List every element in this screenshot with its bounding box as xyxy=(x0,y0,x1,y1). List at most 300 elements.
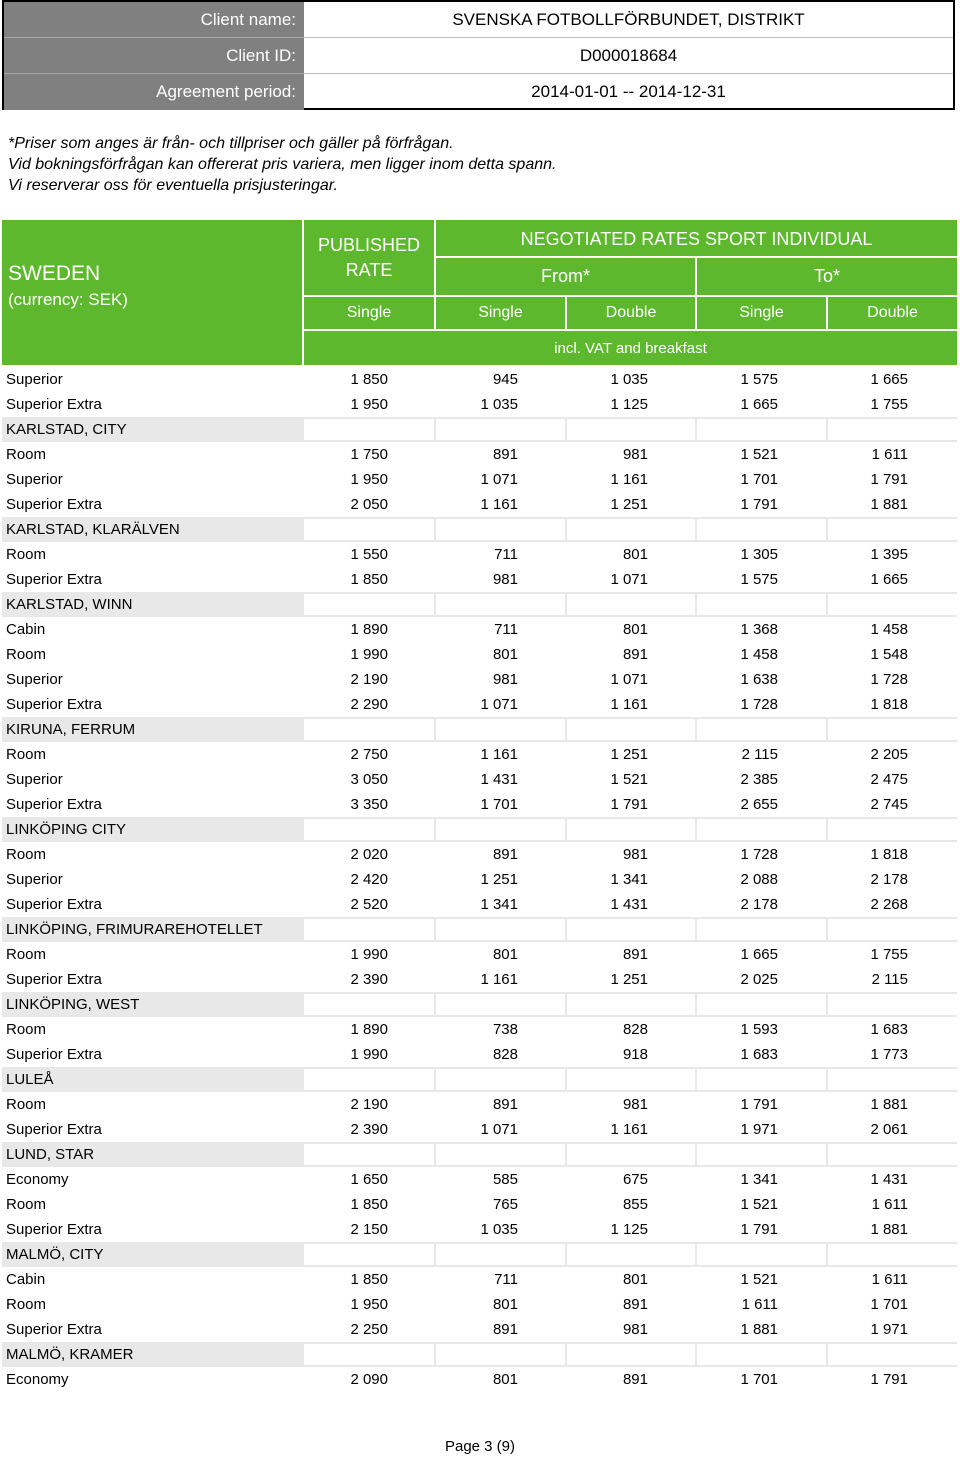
hotel-row-cell xyxy=(304,1144,434,1165)
rate-line: RATE xyxy=(345,259,393,280)
from-header: From* xyxy=(541,266,590,286)
rate-cell: 891 xyxy=(622,1296,648,1313)
hotel-row-cell xyxy=(567,1069,695,1090)
hotel-row-cell xyxy=(828,994,957,1015)
rate-cell: 801 xyxy=(492,946,518,963)
rate-cell: 1 850 xyxy=(350,371,388,388)
rate-cell: 2 390 xyxy=(350,971,388,988)
room-type: Economy xyxy=(6,1171,69,1188)
rate-cell: 2 050 xyxy=(350,496,388,513)
hotel-name: LINKÖPING, WEST xyxy=(6,996,140,1013)
hotel-row-cell xyxy=(436,919,565,940)
rate-cell: 1 890 xyxy=(350,621,388,638)
rate-cell: 2 390 xyxy=(350,1121,388,1138)
hotel-row-cell xyxy=(828,419,957,440)
published-rate-header xyxy=(304,220,434,295)
hotel-row-cell xyxy=(697,1244,826,1265)
hotel-row xyxy=(2,917,957,942)
rate-cell: 1 125 xyxy=(610,396,648,413)
hotel-row-cell xyxy=(304,819,434,840)
rate-cell: 1 035 xyxy=(610,371,648,388)
rate-cell: 1 431 xyxy=(480,771,518,788)
rate-cell: 1 611 xyxy=(871,1271,908,1288)
rate-cell: 1 881 xyxy=(870,496,908,513)
room-type: Superior xyxy=(6,771,63,788)
hotel-row-cell xyxy=(567,1144,695,1165)
agreement-period-label: Agreement period: xyxy=(4,74,304,110)
hotel-row-cell xyxy=(828,919,957,940)
table-row xyxy=(2,642,957,667)
rate-cell: 1 161 xyxy=(610,1121,648,1138)
room-type: Superior xyxy=(6,671,63,688)
col-to-single: Single xyxy=(739,304,784,321)
rate-cell: 1 161 xyxy=(610,696,648,713)
hotel-row-cell xyxy=(828,719,957,740)
rate-cell: 2 115 xyxy=(871,971,908,988)
client-info-box xyxy=(2,0,955,110)
table-row xyxy=(2,767,957,792)
rate-cell: 1 521 xyxy=(740,1196,778,1213)
divider xyxy=(565,295,567,331)
hotel-row-cell xyxy=(697,519,826,540)
rate-cell: 1 950 xyxy=(350,1296,388,1313)
hotel-row-cell xyxy=(567,519,695,540)
hotel-row-cell xyxy=(697,719,826,740)
rate-cell: 2 115 xyxy=(741,746,778,763)
rate-cell: 2 178 xyxy=(870,871,908,888)
room-type: Superior Extra xyxy=(6,396,102,413)
rate-cell: 801 xyxy=(492,646,518,663)
rate-cell: 1 071 xyxy=(480,1121,518,1138)
rate-cell: 2 520 xyxy=(350,896,388,913)
hotel-row-cell xyxy=(697,919,826,940)
rate-cell: 2 475 xyxy=(870,771,908,788)
rate-cell: 1 755 xyxy=(870,396,908,413)
hotel-row-cell xyxy=(697,419,826,440)
rate-cell: 2 150 xyxy=(350,1221,388,1238)
rate-cell: 738 xyxy=(492,1021,518,1038)
room-type: Superior Extra xyxy=(6,1046,102,1063)
hotel-row-cell xyxy=(304,919,434,940)
rate-cell: 1 750 xyxy=(350,446,388,463)
rate-cell: 981 xyxy=(492,671,518,688)
room-type: Superior Extra xyxy=(6,1321,102,1338)
hotel-row-cell xyxy=(828,1144,957,1165)
rate-cell: 1 650 xyxy=(350,1171,388,1188)
rate-cell: 1 395 xyxy=(870,546,908,563)
rate-cell: 828 xyxy=(622,1021,648,1038)
rate-cell: 1 161 xyxy=(480,496,518,513)
table-row xyxy=(2,1192,957,1217)
rate-cell: 1 161 xyxy=(610,471,648,488)
room-type: Superior xyxy=(6,871,63,888)
room-type: Room xyxy=(6,1296,47,1313)
client-id-label: Client ID: xyxy=(4,38,304,74)
table-row xyxy=(2,392,957,417)
hotel-row xyxy=(2,992,957,1017)
rate-cell: 1 431 xyxy=(610,896,648,913)
hotel-name: LINKÖPING, FRIMURAREHOTELLET xyxy=(6,921,263,938)
country-header xyxy=(2,220,302,365)
rate-cell: 1 881 xyxy=(870,1221,908,1238)
table-row xyxy=(2,542,957,567)
room-type: Superior Extra xyxy=(6,1121,102,1138)
hotel-name: MALMÖ, CITY xyxy=(6,1246,104,1263)
hotel-name: KIRUNA, FERRUM xyxy=(6,721,136,738)
rate-cell: 1 890 xyxy=(350,1021,388,1038)
rate-cell: 1 701 xyxy=(870,1296,908,1313)
col-from-single: Single xyxy=(478,304,523,321)
hotel-row-cell xyxy=(304,1244,434,1265)
rate-cell: 891 xyxy=(492,846,518,863)
rate-cell: 1 593 xyxy=(740,1021,778,1038)
hotel-row xyxy=(2,517,957,542)
rate-cell: 1 251 xyxy=(610,496,648,513)
hotel-row-cell xyxy=(567,819,695,840)
table-row xyxy=(2,1317,957,1342)
rate-cell: 2 020 xyxy=(350,846,388,863)
client-name-label: Client name: xyxy=(4,2,304,38)
rate-cell: 1 431 xyxy=(870,1171,908,1188)
table-row xyxy=(2,1267,957,1292)
room-type: Room xyxy=(6,946,47,963)
rate-cell: 981 xyxy=(622,846,648,863)
rate-cell: 981 xyxy=(622,446,648,463)
rate-cell: 891 xyxy=(622,1371,648,1388)
rate-cell: 2 268 xyxy=(870,896,908,913)
divider xyxy=(826,295,828,331)
rate-cell: 1 550 xyxy=(350,546,388,563)
room-type: Superior Extra xyxy=(6,896,102,913)
room-type: Superior Extra xyxy=(6,971,102,988)
col-published-single: Single xyxy=(346,304,392,321)
rate-cell: 801 xyxy=(622,546,648,563)
table-row xyxy=(2,1292,957,1317)
published-line: PUBLISHED xyxy=(317,234,421,255)
hotel-row-cell xyxy=(436,519,565,540)
room-type: Economy xyxy=(6,1371,69,1388)
rate-cell: 1 990 xyxy=(350,1046,388,1063)
rate-cell: 1 773 xyxy=(870,1046,908,1063)
table-row xyxy=(2,567,957,592)
rate-cell: 2 290 xyxy=(350,696,388,713)
table-row xyxy=(2,1367,957,1392)
rate-cell: 981 xyxy=(622,1096,648,1113)
rate-cell: 981 xyxy=(492,571,518,588)
rate-cell: 1 305 xyxy=(740,546,778,563)
rate-cell: 1 341 xyxy=(480,896,518,913)
agreement-period-value: 2014-01-01 -- 2014-12-31 xyxy=(531,82,726,101)
hotel-row-cell xyxy=(304,1344,434,1365)
hotel-row-cell xyxy=(697,994,826,1015)
hotel-row-cell xyxy=(304,1069,434,1090)
rate-cell: 3 350 xyxy=(350,796,388,813)
rate-cell: 1 971 xyxy=(870,1321,908,1338)
hotel-row-cell xyxy=(304,594,434,615)
hotel-row-cell xyxy=(567,1344,695,1365)
rate-cell: 2 061 xyxy=(870,1121,908,1138)
hotel-row-cell xyxy=(304,719,434,740)
rate-cell: 1 521 xyxy=(740,1271,778,1288)
rate-cell: 1 161 xyxy=(480,746,518,763)
rate-cell: 1 881 xyxy=(740,1321,778,1338)
rate-cell: 2 025 xyxy=(740,971,778,988)
hotel-row-cell xyxy=(567,419,695,440)
hotel-row-cell xyxy=(828,1069,957,1090)
rate-cell: 1 791 xyxy=(610,796,648,813)
hotel-row-cell xyxy=(436,594,565,615)
col-from-double: Double xyxy=(605,304,657,321)
rate-cell: 1 850 xyxy=(350,571,388,588)
hotel-name: MALMÖ, KRAMER xyxy=(6,1346,134,1363)
rate-cell: 1 161 xyxy=(480,971,518,988)
rate-cell: 1 701 xyxy=(480,796,518,813)
table-row xyxy=(2,1042,957,1067)
hotel-name: KARLSTAD, KLARÄLVEN xyxy=(6,521,180,538)
table-row xyxy=(2,1217,957,1242)
table-row xyxy=(2,442,957,467)
rate-cell: 2 178 xyxy=(740,896,778,913)
table-row xyxy=(2,1117,957,1142)
rate-cell: 1 341 xyxy=(610,871,648,888)
rate-cell: 1 458 xyxy=(870,621,908,638)
rate-cell: 675 xyxy=(622,1171,648,1188)
rate-table-header xyxy=(2,220,957,365)
note-line: Vi reserverar oss för eventuella prisjusteringar. xyxy=(8,177,338,194)
divider xyxy=(302,220,304,365)
hotel-row-cell xyxy=(828,1344,957,1365)
table-row xyxy=(2,892,957,917)
client-id-value: D000018684 xyxy=(304,38,953,74)
rate-cell: 1 341 xyxy=(740,1171,778,1188)
room-type: Room xyxy=(6,1096,47,1113)
table-row xyxy=(2,367,957,392)
hotel-row-cell xyxy=(697,594,826,615)
hotel-row-cell xyxy=(304,419,434,440)
room-type: Room xyxy=(6,1021,47,1038)
rate-cell: 1 881 xyxy=(870,1096,908,1113)
rate-cell: 1 818 xyxy=(870,846,908,863)
table-row xyxy=(2,467,957,492)
rate-cell: 1 701 xyxy=(740,1371,778,1388)
room-type: Room xyxy=(6,846,47,863)
rate-cell: 1 683 xyxy=(870,1021,908,1038)
rate-cell: 1 611 xyxy=(871,446,908,463)
rate-cell: 1 950 xyxy=(350,471,388,488)
rate-cell: 1 665 xyxy=(740,396,778,413)
rate-cell: 1 251 xyxy=(610,971,648,988)
room-type: Room xyxy=(6,446,47,463)
rate-cell: 2 655 xyxy=(740,796,778,813)
country-name: SWEDEN xyxy=(8,261,101,285)
table-row xyxy=(2,1092,957,1117)
rate-cell: 2 750 xyxy=(350,746,388,763)
hotel-row xyxy=(2,1342,957,1367)
table-row xyxy=(2,492,957,517)
hotel-row-cell xyxy=(697,1344,826,1365)
hotel-row xyxy=(2,817,957,842)
rate-cell: 1 818 xyxy=(870,696,908,713)
client-name-value: SVENSKA FOTBOLLFÖRBUNDET, DISTRIKT xyxy=(304,2,953,38)
rate-cell: 1 611 xyxy=(741,1296,778,1313)
rate-cell: 1 575 xyxy=(740,571,778,588)
table-row xyxy=(2,1167,957,1192)
rate-cell: 891 xyxy=(492,1321,518,1338)
room-type: Room xyxy=(6,1196,47,1213)
rate-cell: 1 458 xyxy=(740,646,778,663)
table-row xyxy=(2,742,957,767)
rate-cell: 2 090 xyxy=(350,1371,388,1388)
hotel-name: LUND, STAR xyxy=(6,1146,95,1163)
client-name-row xyxy=(4,2,953,38)
negotiated-rates-header: NEGOTIATED RATES SPORT INDIVIDUAL xyxy=(520,228,873,249)
room-type: Room xyxy=(6,746,47,763)
rate-cell: 1 755 xyxy=(870,946,908,963)
rate-cell: 711 xyxy=(494,621,518,638)
rate-cell: 981 xyxy=(622,1321,648,1338)
rate-cell: 1 575 xyxy=(740,371,778,388)
rate-cell: 1 521 xyxy=(610,771,648,788)
rate-cell: 1 251 xyxy=(480,871,518,888)
hotel-row-cell xyxy=(567,719,695,740)
rate-cell: 918 xyxy=(622,1046,648,1063)
room-type: Superior Extra xyxy=(6,1221,102,1238)
rate-cell: 1 665 xyxy=(870,371,908,388)
rate-cell: 1 791 xyxy=(740,496,778,513)
rate-cell: 1 791 xyxy=(870,471,908,488)
price-notes xyxy=(8,133,948,196)
hotel-row-cell xyxy=(436,819,565,840)
rate-cell: 1 035 xyxy=(480,396,518,413)
divider xyxy=(304,329,957,331)
hotel-name: LULEÅ xyxy=(6,1071,54,1088)
rate-cell: 1 071 xyxy=(480,696,518,713)
rate-cell: 891 xyxy=(492,446,518,463)
hotel-row xyxy=(2,717,957,742)
table-row xyxy=(2,667,957,692)
rate-cell: 2 385 xyxy=(740,771,778,788)
rate-cell: 945 xyxy=(492,371,518,388)
rate-cell: 801 xyxy=(492,1371,518,1388)
rate-cell: 1 701 xyxy=(740,471,778,488)
rate-cell: 2 250 xyxy=(350,1321,388,1338)
rate-cell: 1 791 xyxy=(870,1371,908,1388)
hotel-row-cell xyxy=(697,1069,826,1090)
rate-cell: 711 xyxy=(494,1271,518,1288)
col-to-double: Double xyxy=(867,304,918,321)
rate-cell: 1 990 xyxy=(350,946,388,963)
currency-label: (currency: SEK) xyxy=(8,289,128,309)
hotel-row-cell xyxy=(436,1069,565,1090)
rate-cell: 2 190 xyxy=(350,671,388,688)
rate-cell: 1 728 xyxy=(870,671,908,688)
rate-cell: 2 420 xyxy=(350,871,388,888)
hotel-row-cell xyxy=(567,994,695,1015)
table-row xyxy=(2,1017,957,1042)
hotel-row-cell xyxy=(567,1244,695,1265)
rate-cell: 765 xyxy=(492,1196,518,1213)
rate-cell: 891 xyxy=(622,946,648,963)
hotel-row xyxy=(2,592,957,617)
room-type: Superior Extra xyxy=(6,696,102,713)
note-line: *Priser som anges är från- och tillpriser och gäller på förfrågan. xyxy=(8,135,454,152)
hotel-row xyxy=(2,417,957,442)
hotel-row-cell xyxy=(567,594,695,615)
hotel-row-cell xyxy=(828,819,957,840)
to-header: To* xyxy=(813,266,840,286)
room-type: Room xyxy=(6,546,47,563)
rate-cell: 828 xyxy=(492,1046,518,1063)
room-type: Superior xyxy=(6,371,63,388)
room-type: Superior xyxy=(6,471,63,488)
hotel-row-cell xyxy=(436,1344,565,1365)
hotel-row-cell xyxy=(304,519,434,540)
hotel-row-cell xyxy=(697,1144,826,1165)
rate-cell: 1 665 xyxy=(870,571,908,588)
rate-table-body xyxy=(2,367,957,1392)
rate-cell: 1 850 xyxy=(350,1196,388,1213)
table-row xyxy=(2,792,957,817)
hotel-row-cell xyxy=(436,994,565,1015)
rate-cell: 1 683 xyxy=(740,1046,778,1063)
hotel-row-cell xyxy=(304,994,434,1015)
hotel-row-cell xyxy=(828,1244,957,1265)
rate-cell: 1 791 xyxy=(740,1096,778,1113)
room-type: Superior Extra xyxy=(6,796,102,813)
rate-cell: 1 521 xyxy=(740,446,778,463)
rate-cell: 1 251 xyxy=(610,746,648,763)
hotel-row-cell xyxy=(567,919,695,940)
hotel-row-cell xyxy=(828,519,957,540)
rate-cell: 3 050 xyxy=(350,771,388,788)
hotel-name: KARLSTAD, WINN xyxy=(6,596,133,613)
rate-cell: 1 368 xyxy=(740,621,778,638)
divider xyxy=(434,220,436,331)
page-number: Page 3 (9) xyxy=(444,1438,516,1455)
rate-cell: 1 971 xyxy=(740,1121,778,1138)
rate-cell: 855 xyxy=(622,1196,648,1213)
divider xyxy=(436,256,957,258)
hotel-row-cell xyxy=(436,419,565,440)
room-type: Cabin xyxy=(6,621,46,638)
rate-cell: 1 850 xyxy=(350,1271,388,1288)
hotel-row xyxy=(2,1242,957,1267)
hotel-row-cell xyxy=(436,719,565,740)
rate-cell: 891 xyxy=(622,646,648,663)
note-line: Vid bokningsförfrågan kan offererat pris variera, men ligger inom detta spann. xyxy=(8,156,557,173)
rate-cell: 1 125 xyxy=(610,1221,648,1238)
rate-cell: 2 745 xyxy=(870,796,908,813)
rate-cell: 1 665 xyxy=(740,946,778,963)
hotel-row-cell xyxy=(436,1144,565,1165)
hotel-row xyxy=(2,1067,957,1092)
rate-cell: 2 205 xyxy=(870,746,908,763)
table-row xyxy=(2,692,957,717)
client-id-row xyxy=(4,38,953,74)
hotel-row-cell xyxy=(828,594,957,615)
agreement-period-row xyxy=(4,74,953,110)
divider xyxy=(304,295,957,297)
rate-cell: 1 071 xyxy=(610,671,648,688)
rate-cell: 1 950 xyxy=(350,396,388,413)
table-row xyxy=(2,942,957,967)
hotel-name: KARLSTAD, CITY xyxy=(6,421,127,438)
hotel-row-cell xyxy=(436,1244,565,1265)
rate-cell: 1 611 xyxy=(871,1196,908,1213)
vat-note: incl. VAT and breakfast xyxy=(554,339,707,357)
rate-cell: 1 071 xyxy=(480,471,518,488)
hotel-row-cell xyxy=(697,819,826,840)
